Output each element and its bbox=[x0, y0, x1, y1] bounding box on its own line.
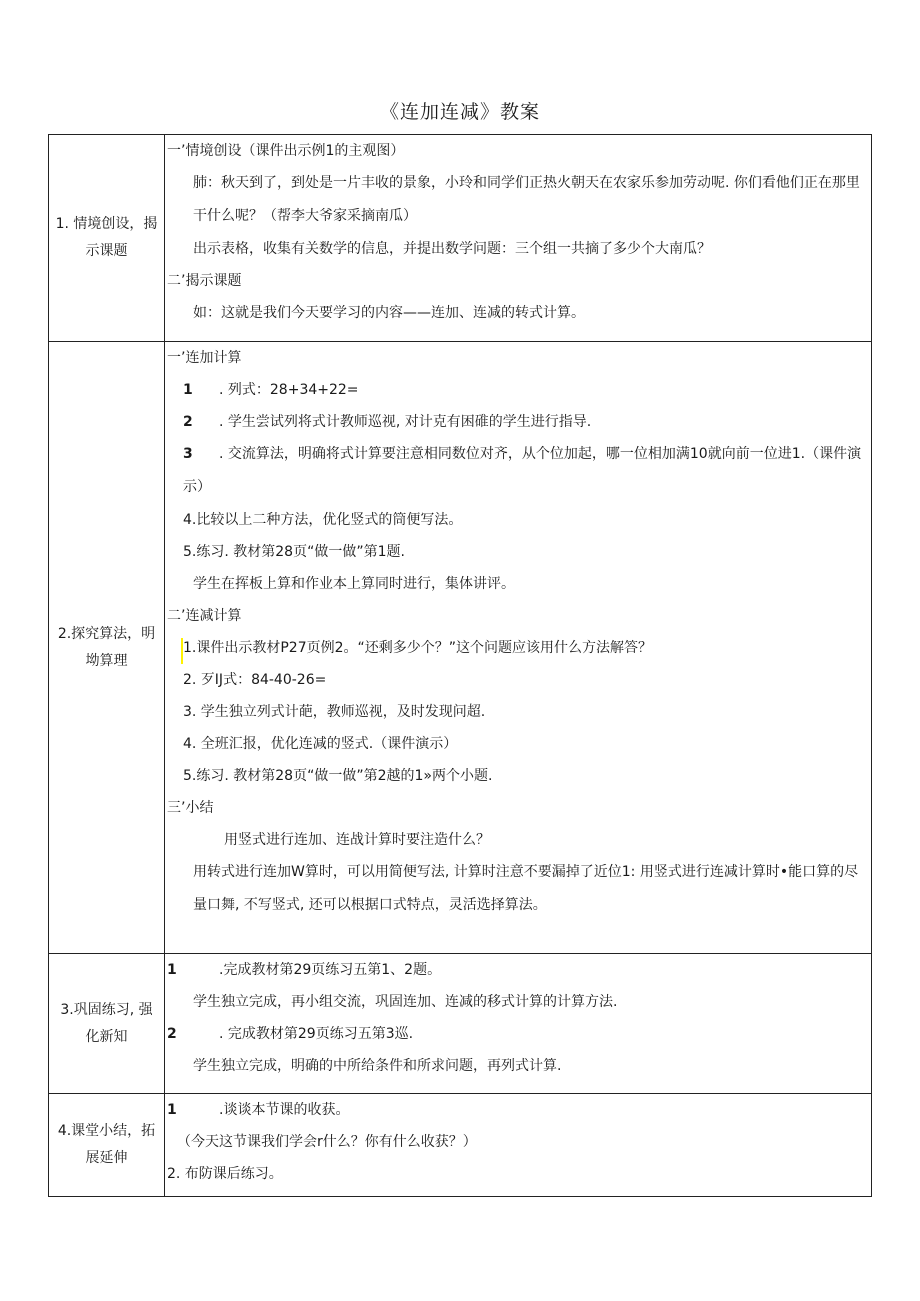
table-row bbox=[49, 135, 872, 342]
row-label: 3.巩固练习, 强化新知 bbox=[49, 954, 165, 1094]
item-number: 1 bbox=[183, 382, 193, 398]
row-content bbox=[165, 342, 872, 954]
paragraph: 如：这就是我们今天要学习的内容——连加、连减的转式计算。 bbox=[193, 305, 585, 321]
row-content bbox=[165, 135, 872, 342]
section-heading: 二’连减计算 bbox=[167, 608, 242, 624]
lesson-plan-table bbox=[48, 134, 872, 1197]
list-item: 4. 全班汇报，优化连减的竖式.（课件演示） bbox=[183, 736, 458, 752]
section-heading: 二’揭示课题 bbox=[167, 273, 242, 289]
list-item: 3. 学生独立列式计葩，教师巡视，及时发现问超. bbox=[183, 704, 486, 720]
list-item: 4.比较以上二种方法，优化竖式的筒便写法。 bbox=[183, 512, 463, 528]
paragraph: 用竖式进行连加、连战计算时要注造什么？ bbox=[224, 832, 490, 848]
paragraph: 学生独立完成，明确的中所给条件和所求问题，再列式计算. bbox=[193, 1058, 562, 1074]
paragraph: 用转式进行连加W算时，可以用简便写法, 计算时注意不要漏掉了近位1: 用竖式进行连减计算时•能口算的尽量口舞, 不写竖式, 还可以根据口式特点，灵活选择算法。 bbox=[193, 864, 859, 913]
row-label: 1. 情境创设，揭示课题 bbox=[49, 135, 165, 342]
row-label: 2.探究算法，明坳算理 bbox=[49, 342, 165, 954]
list-item: 1 .谈谈本节课的收获。 bbox=[167, 1094, 867, 1126]
paragraph: 学生独立完成，再小组交流，巩固连加、连减的移式计算的计算方法. bbox=[193, 994, 618, 1010]
list-item: 1 .完成教材第29页练习五第1、2题。 bbox=[167, 954, 867, 986]
item-number: 2 bbox=[183, 414, 193, 430]
list-item: 5.练习. 教材第28页“做一做”第2越的1»两个小题. bbox=[183, 768, 493, 784]
paragraph: （今天这节课我们学会r什么？你有什么收获？） bbox=[177, 1134, 477, 1150]
row-label: 4.课堂小结，拓展延伸 bbox=[49, 1094, 165, 1197]
item-number: 1 bbox=[167, 962, 177, 978]
list-item: 1.课件出示教材P27页例2。“还剩多少个？”这个问题应该用什么方法解答？ bbox=[167, 632, 867, 664]
item-number: 3 bbox=[183, 446, 193, 462]
section-heading: 一’连加计算 bbox=[167, 350, 242, 366]
list-item: 5.练习. 教材第28页“做一做”第1题. bbox=[183, 544, 405, 560]
list-item: 2 . 完成教材第29页练习五第3巡. bbox=[167, 1018, 867, 1050]
list-item: 2. 歹IJ式：84-40-26= bbox=[183, 672, 327, 688]
table-row bbox=[49, 1094, 872, 1197]
paragraph: 出示表格，收集有关数学的信息，并提出数学问题：三个组一共摘了多少个大南瓜？ bbox=[193, 241, 711, 257]
list-item: 2. 布防课后练习。 bbox=[167, 1166, 283, 1182]
item-number: 1 bbox=[167, 1102, 177, 1118]
item-number: 2 bbox=[167, 1026, 177, 1042]
section-heading: 三’小结 bbox=[167, 800, 214, 816]
section-heading: 一’情境创设（课件出示例1的主观图） bbox=[167, 143, 405, 159]
row-content bbox=[165, 954, 872, 1094]
list-item: 3 . 交流算法，明确将式计算要注意相同数位对齐，从个位加起，哪一位相加满10就向前一位进1.（课件演示） bbox=[167, 438, 867, 504]
list-item: 2 . 学生尝试列将式计教师巡视, 对计克有困碓的学生进行指导. bbox=[167, 406, 867, 438]
table-row bbox=[49, 954, 872, 1094]
row-content bbox=[165, 1094, 872, 1197]
paragraph: 学生在挥板上算和作业本上算同时进行，集体讲评。 bbox=[193, 576, 515, 592]
document-title: 《连加连减》教案 bbox=[379, 101, 540, 123]
paragraph: 肺：秋天到了，到处是一片丰收的景象，小玲和同学们正热火朝天在农家乐参加劳动呢. 你们看他们正在那里干什么呢？（帮李大爷家采摘南瓜） bbox=[193, 175, 860, 224]
table-row bbox=[49, 342, 872, 954]
list-item: 1 . 列式：28+34+22= bbox=[167, 374, 867, 406]
